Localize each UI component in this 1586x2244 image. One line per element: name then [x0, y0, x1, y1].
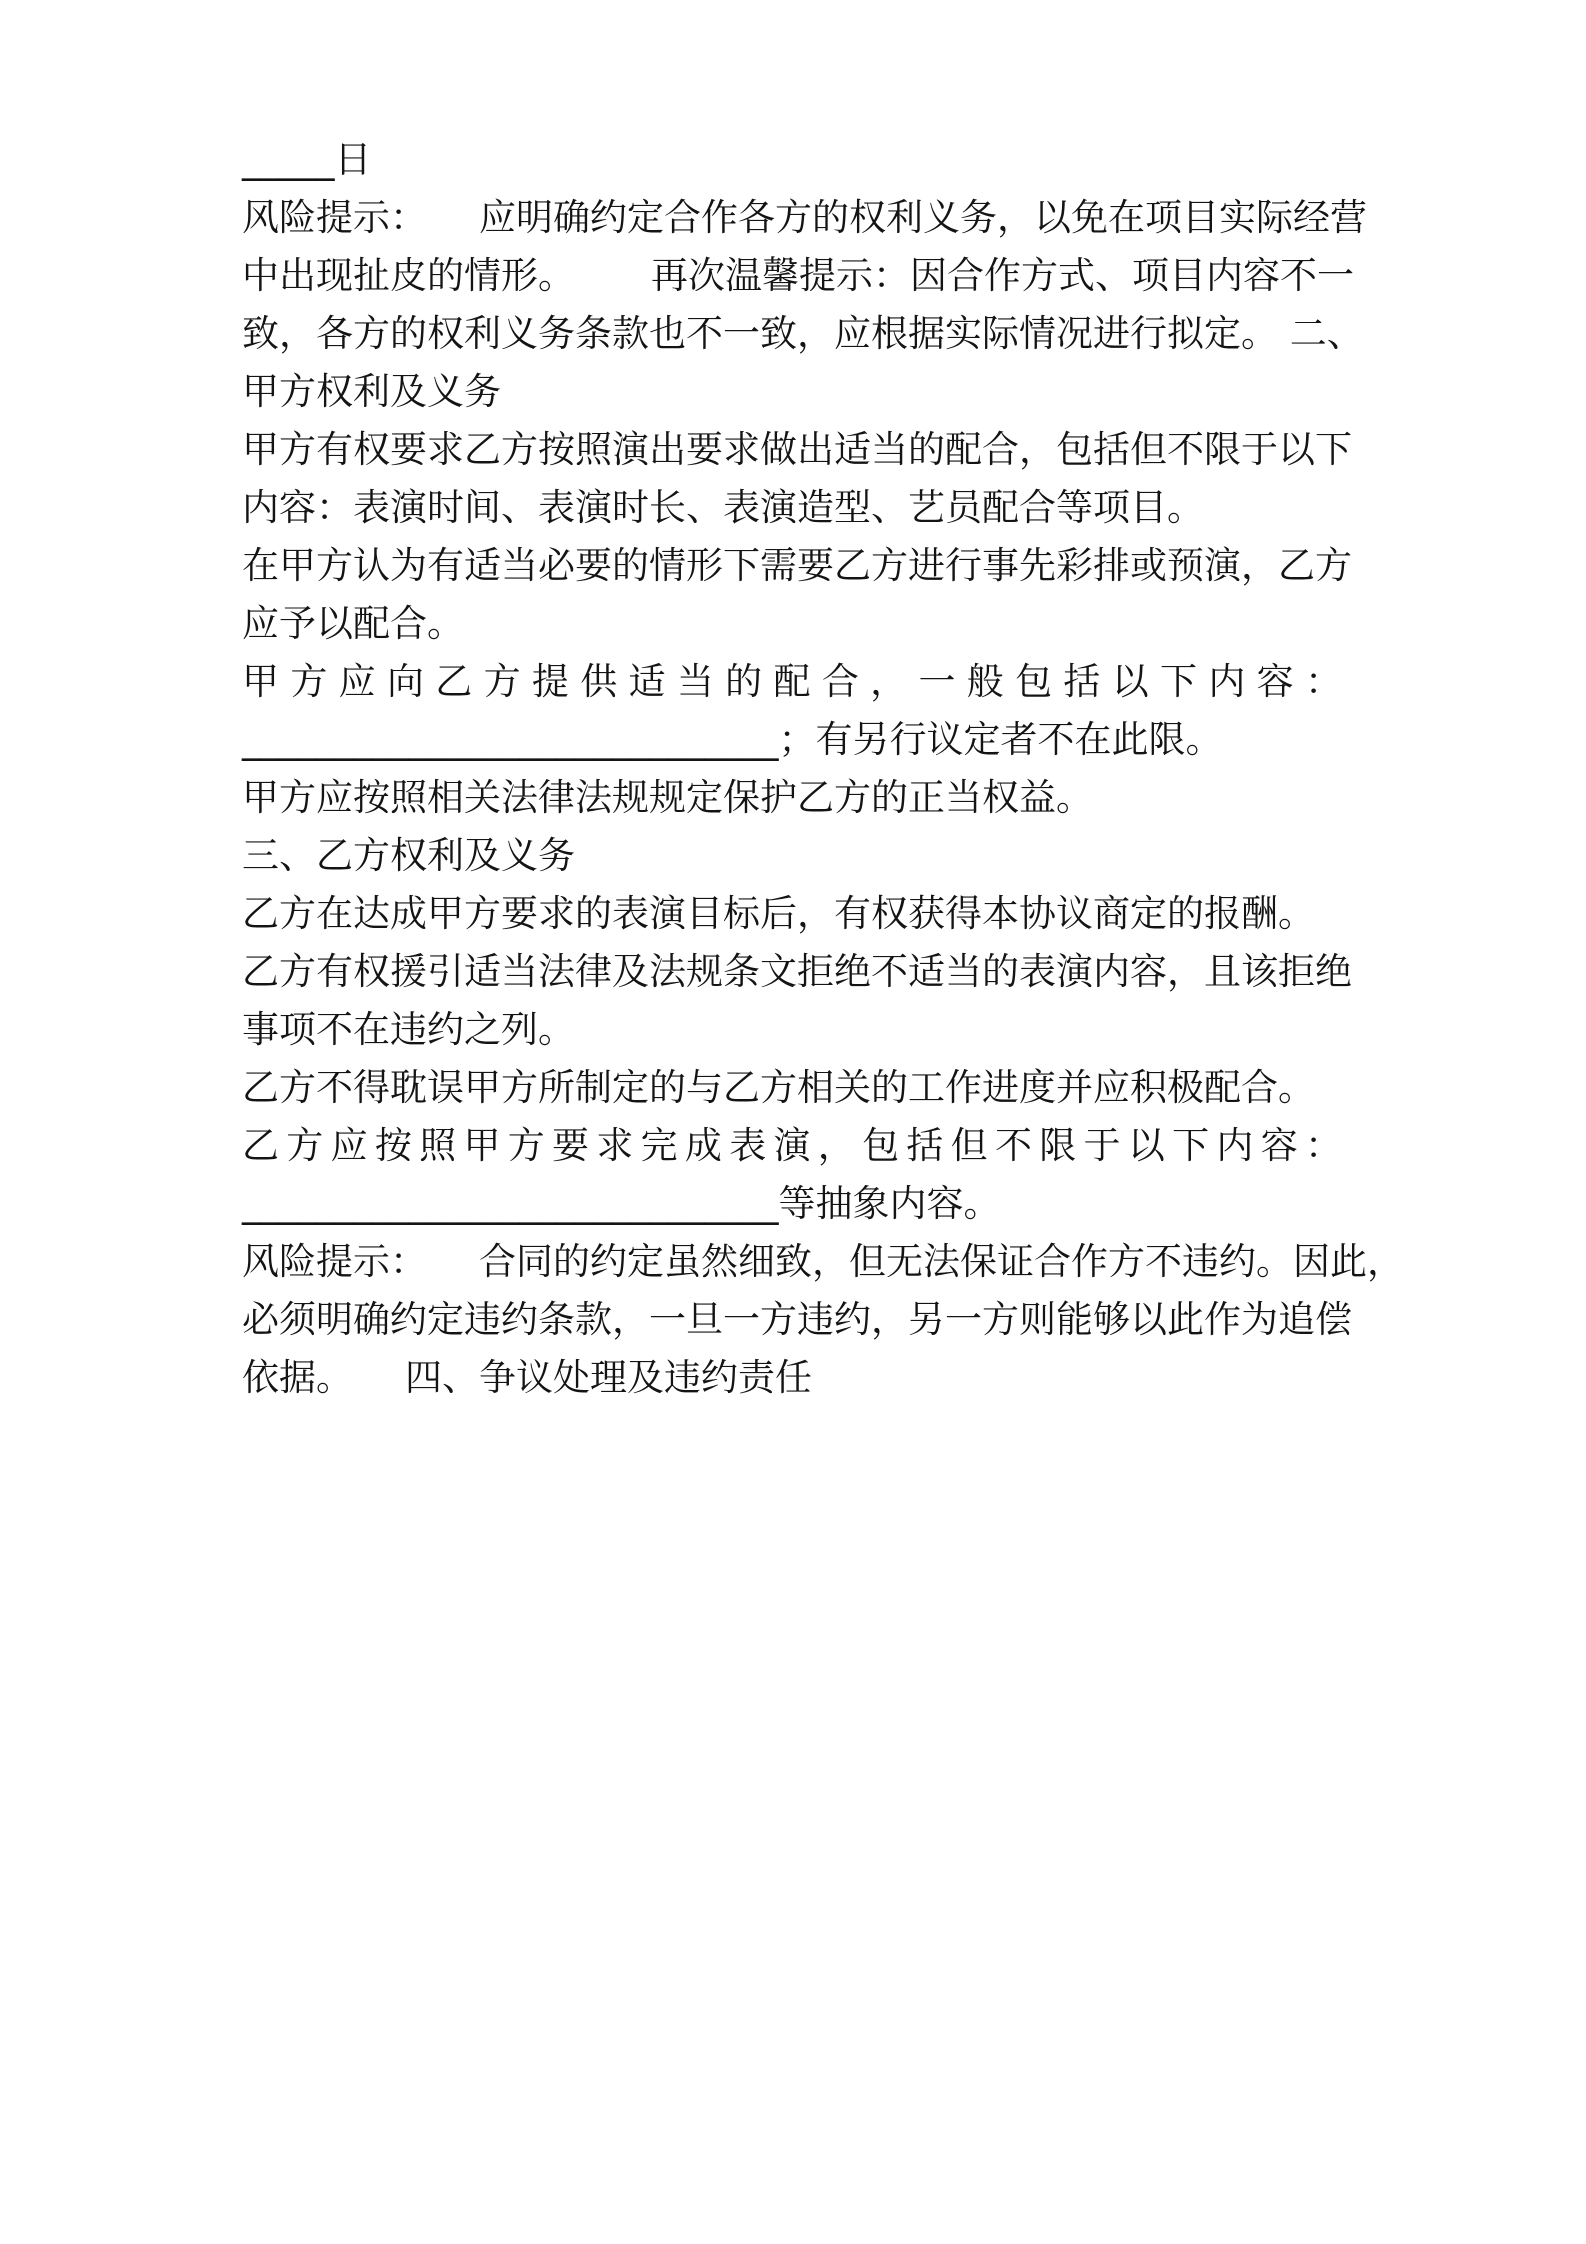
- reminder-text: 再次温馨提示：因合作方式、项目内容不一: [651, 254, 1354, 297]
- paragraph-line: 乙方不得耽误甲方所制定的与乙方相关的工作进度并应积极配合。: [242, 1066, 1315, 1109]
- risk-tip-text-end: 依据。: [242, 1356, 353, 1399]
- blank-fill-line: _____________________________；有另行议定者不在此限。: [242, 718, 1223, 761]
- section-heading-4: 四、争议处理及违约责任: [405, 1356, 812, 1399]
- paragraph-line: 乙方有权援引适当法律及法规条文拒绝不适当的表演内容，且该拒绝: [242, 950, 1352, 993]
- risk-tip-text: 应明确约定合作各方的权利义务，以免在项目实际经营: [479, 196, 1367, 239]
- risk-tip-label: 风险提示：: [242, 196, 427, 239]
- reminder-line: 致，各方的权利义务条款也不一致，应根据实际情况进行拟定。 二、: [242, 312, 1364, 355]
- risk-tip-text-end: 中出现扯皮的情形。: [242, 254, 575, 297]
- paragraph-line: 甲方有权要求乙方按照演出要求做出适当的配合，包括但不限于以下: [242, 428, 1352, 471]
- paragraph-line: 内容：表演时间、表演时长、表演造型、艺员配合等项目。: [242, 486, 1204, 529]
- paragraph-line: 事项不在违约之列。: [242, 1008, 575, 1051]
- risk-tip-line-1: [242, 190, 1382, 246]
- paragraph-line: 甲方应向乙方提供适当的配合，一般包括以下内容：: [242, 660, 1342, 703]
- paragraph-line: 在甲方认为有适当必要的情形下需要乙方进行事先彩排或预演，乙方: [242, 544, 1352, 587]
- paragraph-line: 乙方在达成甲方要求的表演目标后，有权获得本协议商定的报酬。: [242, 892, 1315, 935]
- risk-tip-text: 合同的约定虽然细致，但无法保证合作方不违约。因此，: [479, 1240, 1404, 1283]
- paragraph-line: 乙方应按照甲方要求完成表演，包括但不限于以下内容：: [242, 1124, 1342, 1167]
- risk-tip-line-2: [242, 248, 1382, 304]
- risk-tip-line-4: [242, 1350, 1382, 1406]
- risk-tip-line-3: [242, 1234, 1404, 1290]
- paragraph-line: 甲方应按照相关法律法规规定保护乙方的正当权益。: [242, 776, 1093, 819]
- paragraph-line: 必须明确约定违约条款，一旦一方违约，另一方则能够以此作为追偿: [242, 1298, 1352, 1341]
- risk-tip-label: 风险提示：: [242, 1240, 427, 1283]
- paragraph-line: 应予以配合。: [242, 602, 464, 645]
- section-heading-2: 甲方权利及义务: [242, 370, 501, 413]
- blank-fill-line: _____________________________等抽象内容。: [242, 1182, 1001, 1225]
- section-heading-3: 三、乙方权利及义务: [242, 834, 575, 877]
- date-day-line: _____日: [242, 138, 372, 181]
